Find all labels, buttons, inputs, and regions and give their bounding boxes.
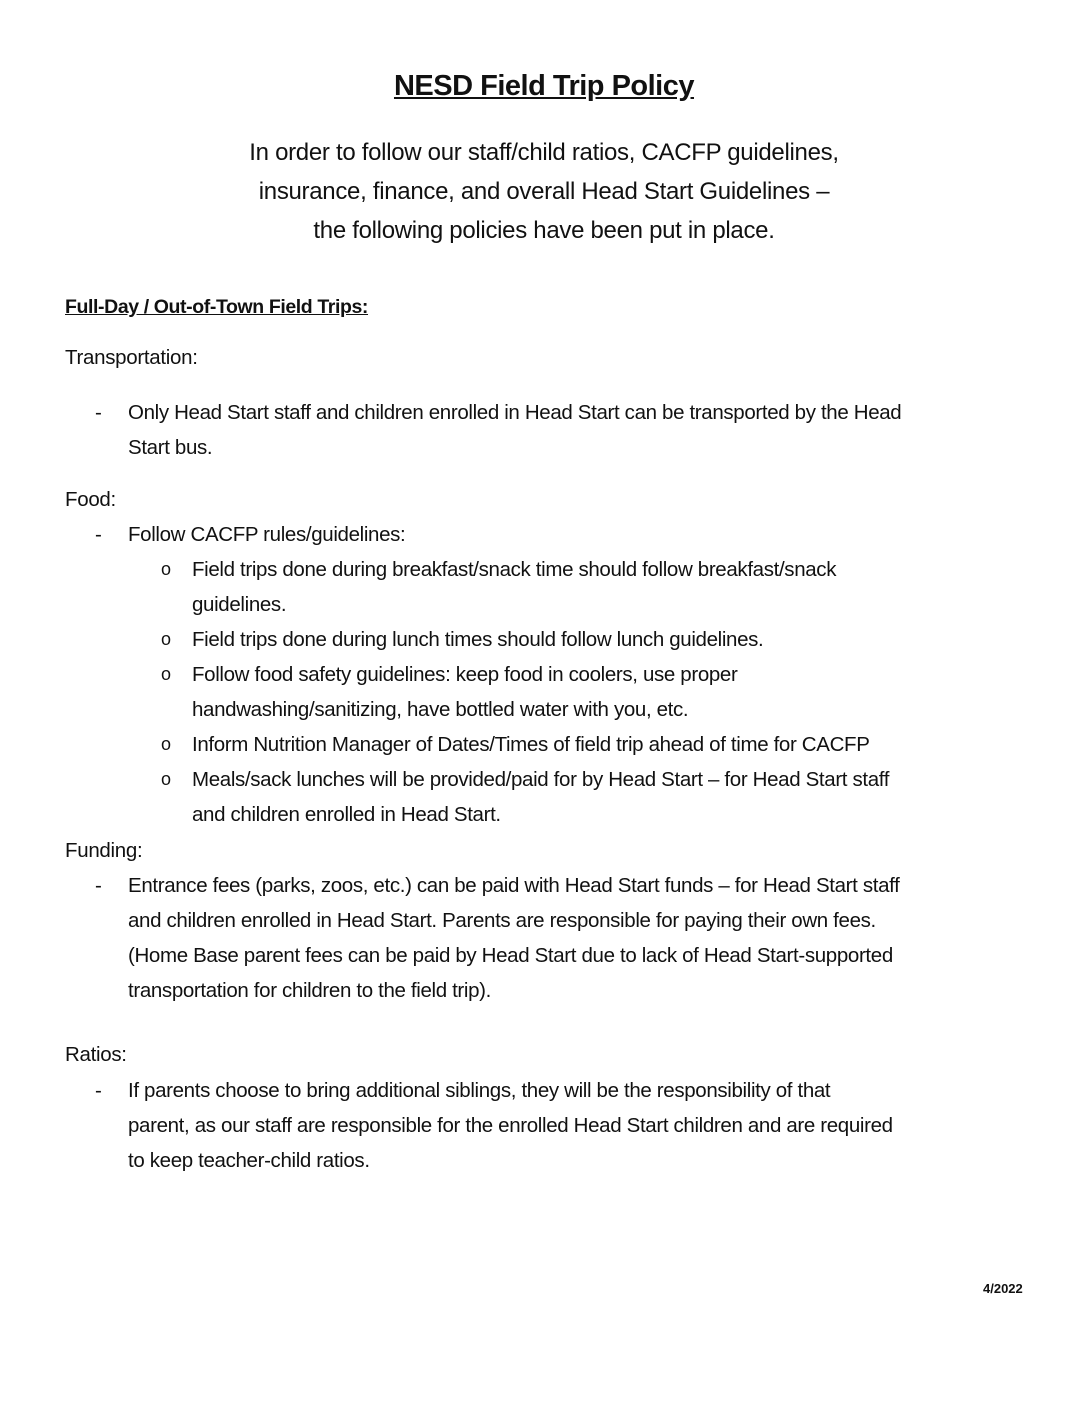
food-item: - Follow CACFP rules/guidelines: — [128, 517, 1048, 552]
circle-bullet-icon: o — [161, 769, 171, 789]
dash-bullet-icon: - — [95, 1079, 102, 1102]
ratios-label: Ratios: — [65, 1043, 127, 1066]
circle-bullet-icon: o — [161, 734, 171, 754]
transportation-item: - Only Head Start staff and children enrolled in Head Start can be transported by the Head Start bus. — [128, 395, 1048, 465]
intro-line: In order to follow our staff/child ratios, CACFP guidelines, — [249, 139, 839, 166]
food-subitem: o Field trips done during breakfast/snack time should follow breakfast/snack guidelines. — [192, 552, 1052, 622]
circle-bullet-icon: o — [161, 629, 171, 649]
circle-bullet-icon: o — [161, 559, 171, 579]
circle-bullet-icon: o — [161, 664, 171, 684]
dash-bullet-icon: - — [95, 401, 102, 424]
dash-bullet-icon: - — [95, 874, 102, 897]
food-subitem: o Inform Nutrition Manager of Dates/Times of field trip ahead of time for CACFP — [192, 727, 1052, 762]
food-subitem: o Field trips done during lunch times should follow lunch guidelines. — [192, 622, 1052, 657]
section-heading: Full-Day / Out-of-Town Field Trips: — [65, 296, 369, 318]
food-subitem: o Follow food safety guidelines: keep food in coolers, use proper handwashing/sanitizing, have bottled water with you, etc. — [192, 657, 1052, 727]
intro-line: insurance, finance, and overall Head Start Guidelines – — [258, 178, 830, 205]
funding-label: Funding: — [65, 839, 143, 862]
intro-paragraph — [0, 133, 1088, 250]
ratios-item: - If parents choose to bring additional siblings, they will be the responsibility of that parent, as our staff are responsible for the enrolled Head Start children and are required to keep teacher-child ratios. — [128, 1073, 1048, 1178]
food-subitem: o Meals/sack lunches will be provided/paid for by Head Start – for Head Start staff and children enrolled in Head Start. — [192, 762, 1052, 832]
dash-bullet-icon: - — [95, 523, 102, 546]
funding-item: - Entrance fees (parks, zoos, etc.) can be paid with Head Start funds – for Head Start staff and children enrolled in Head Start. Parents are responsible for paying their own fees. (Home Base parent fees can be paid by Head Start due to lack of Head Start-supported transportation for children to the field trip). — [128, 868, 1048, 1008]
intro-line: the following policies have been put in place. — [313, 217, 775, 244]
revision-date: 4/2022 — [983, 1281, 1023, 1296]
page-title: NESD Field Trip Policy — [393, 70, 694, 102]
food-label: Food: — [65, 488, 116, 511]
transportation-label: Transportation: — [65, 346, 198, 369]
